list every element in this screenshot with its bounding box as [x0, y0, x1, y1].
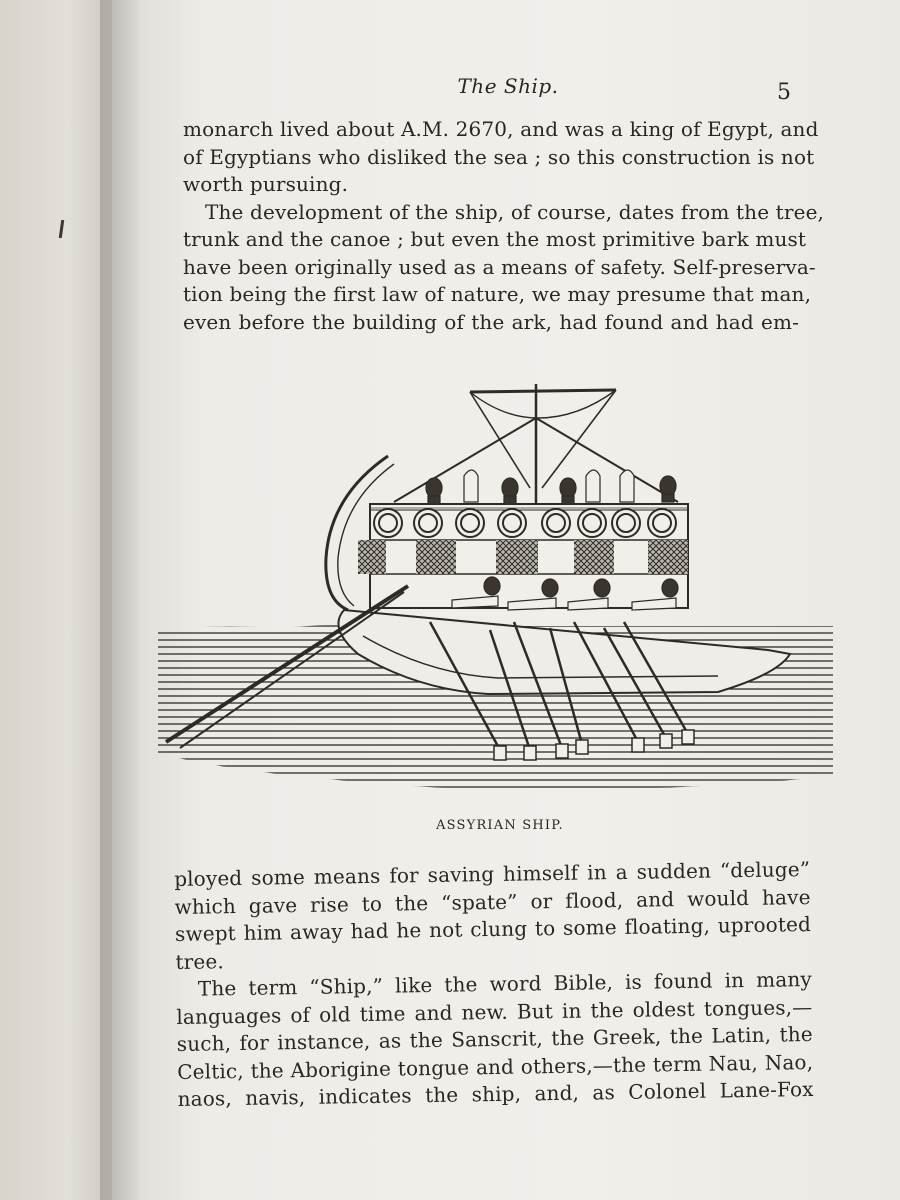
ship-deck-structure: [358, 504, 688, 608]
text-line: trunk and the canoe ; but even the most primitive bark must: [183, 227, 807, 251]
text-line: The development of the ship, of course, dates from the tree,: [205, 199, 825, 224]
bottom-paragraphs: [174, 856, 814, 1113]
text-line: ployed some means for saving himself in a sudden “deluge”: [174, 857, 811, 891]
text-line: such, for instance, as the Sanscrit, the Greek, the Latin, the: [176, 1021, 813, 1056]
text-line: naos, navis, indicates the ship, and, as Colonel Lane-Fox: [177, 1076, 814, 1111]
figure-caption: ASSYRIAN SHIP.: [436, 818, 564, 833]
top-paragraphs: [183, 116, 825, 336]
text-line: tree.: [175, 948, 225, 974]
text-line: Celtic, the Aborigine tongue and others,—the term Nau, Nao,: [177, 1049, 814, 1084]
text-line: of Egyptians who disliked the sea ; so this construction is not: [183, 144, 815, 169]
text-line: monarch lived about A.M. 2670, and was a king of Egypt, and: [183, 117, 819, 141]
book-gutter-shadow: [100, 0, 140, 1200]
text-line: have been originally used as a means of safety. Self-preserva-: [183, 254, 816, 279]
text-line: which gave rise to the “spate” or flood, and would have: [174, 884, 811, 919]
text-line: even before the building of the ark, had found and had em-: [183, 309, 799, 334]
text-line: swept him away had he not clung to some floating, uprooted: [174, 912, 812, 946]
text-line: The term “Ship,” like the word Bible, is found in many: [197, 966, 813, 1001]
assyrian-ship-illustration: [158, 378, 833, 798]
text-line: languages of old time and new. But in the oldest tongues,—: [176, 994, 813, 1029]
running-title: The Ship.: [457, 74, 559, 98]
text-line: worth pursuing.: [183, 172, 349, 196]
page-number: 5: [777, 80, 791, 105]
facing-page-edge: [0, 0, 112, 1200]
text-line: tion being the first law of nature, we may presume that man,: [183, 282, 812, 306]
